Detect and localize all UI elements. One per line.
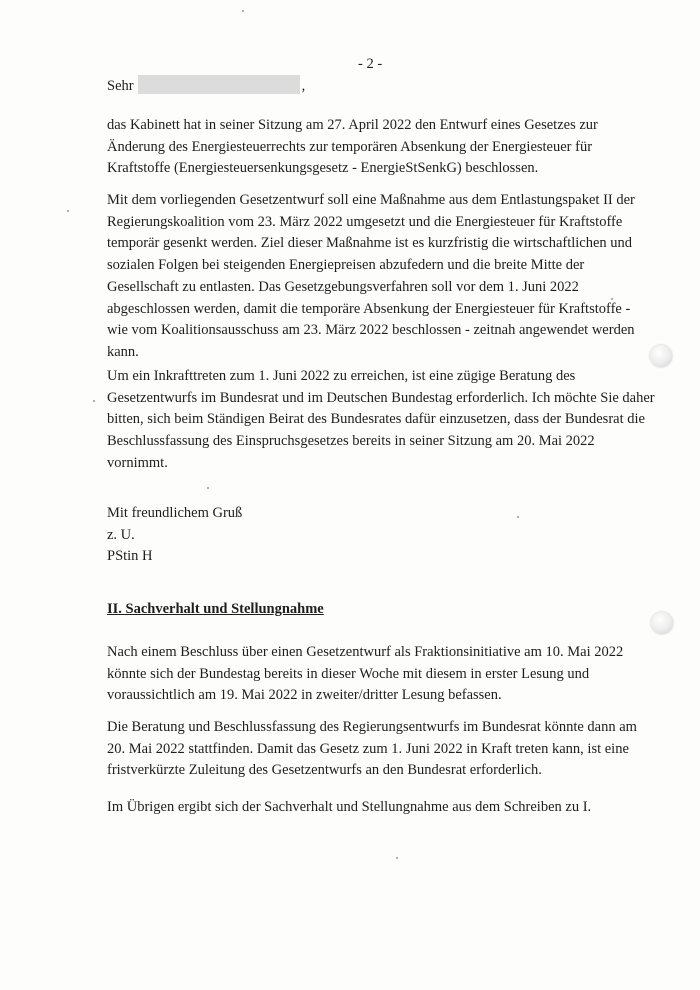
paragraph-remainder: Im Übrigen ergibt sich der Sachverhalt und Stellungnahme aus dem Schreiben zu I. xyxy=(107,799,592,815)
paragraph-bundestag-schedule: Nach einem Beschluss über einen Gesetzentwurf als Fraktionsinitiative am 10. Mai 2022 könnte sich der Bundestag bereits in dieser Woche mit diesem in erster Lesung und voraussichtlich am 19. Mai 2022 in zweiter/dritter Lesung befassen. xyxy=(107,644,624,704)
scan-speck xyxy=(517,516,519,518)
scan-speck xyxy=(242,10,244,12)
punch-hole-lower xyxy=(651,612,673,634)
paragraph-relief-package: Mit dem vorliegenden Gesetzentwurf soll eine Maßnahme aus dem Entlastungspaket II der Regierungskoalition vom 23. März 2022 umgesetzt und die Energiesteuer für Kraftstoffe temporär gesenkt werden. Ziel dieser Maßnahme ist es kurzfristig die wirtschaftlichen und sozialen Folgen bei steigenden Energiepreisen abzufedern und die breite Mitte der Gesellschaft zu entlasten. Das Gesetzgebungsverfahren soll vor dem 1. Juni 2022 abgeschlossen werden, damit die temporäre Absenkung der Energiesteuer für Kraftstoffe - wie vom Koalitionsausschuss am 23. März 2022 beschlossen - zeitnah angewendet werden kann. xyxy=(107,192,635,360)
paragraph-cabinet-decision: das Kabinett hat in seiner Sitzung am 27. April 2022 den Entwurf eines Gesetzes zur Änderung des Energiesteuerrechts zur temporären Absenkung der Energiesteuer für Kraftstoffe (Energiesteuersenkungsgesetz - EnergieStSenkG) beschlossen. xyxy=(107,117,598,177)
scan-speck xyxy=(93,400,95,402)
paragraph-request: Um ein Inkrafttreten zum 1. Juni 2022 zu erreichen, ist eine zügige Beratung des Gesetzentwurfs im Bundesrat und im Deutschen Bundestag erforderlich. Ich möchte Sie daher bitten, sich beim Ständigen Beirat des Bundesrates dafür einzusetzen, dass der Bundesrat die Beschlussfassung des Einspruchsgesetzes bereits in seiner Sitzung am 20. Mai 2022 vornimmt. xyxy=(107,368,655,471)
redaction-block xyxy=(138,75,300,94)
page-number: - 2 - xyxy=(358,56,383,72)
salutation-suffix: , xyxy=(301,78,306,94)
paragraph-bundesrat-schedule: Die Beratung und Beschlussfassung des Regierungsentwurfs im Bundesrat könnte dann am 20. Mai 2022 stattfinden. Damit das Gesetz zum 1. Juni 2022 in Kraft treten kann, ist eine fristverkürzte Zuleitung des Gesetzentwurfs an den Bundesrat erforderlich. xyxy=(107,719,637,779)
scan-speck xyxy=(207,487,209,489)
scan-speck xyxy=(611,298,613,300)
punch-hole-upper xyxy=(650,345,672,367)
scan-speck xyxy=(67,210,69,212)
scan-speck xyxy=(396,857,398,859)
section-heading: II. Sachverhalt und Stellungnahme xyxy=(107,601,324,617)
salutation-prefix: Sehr xyxy=(107,78,134,94)
closing-signature: Mit freundlichem Gruß z. U. PStin H xyxy=(107,505,243,565)
salutation xyxy=(107,75,305,95)
